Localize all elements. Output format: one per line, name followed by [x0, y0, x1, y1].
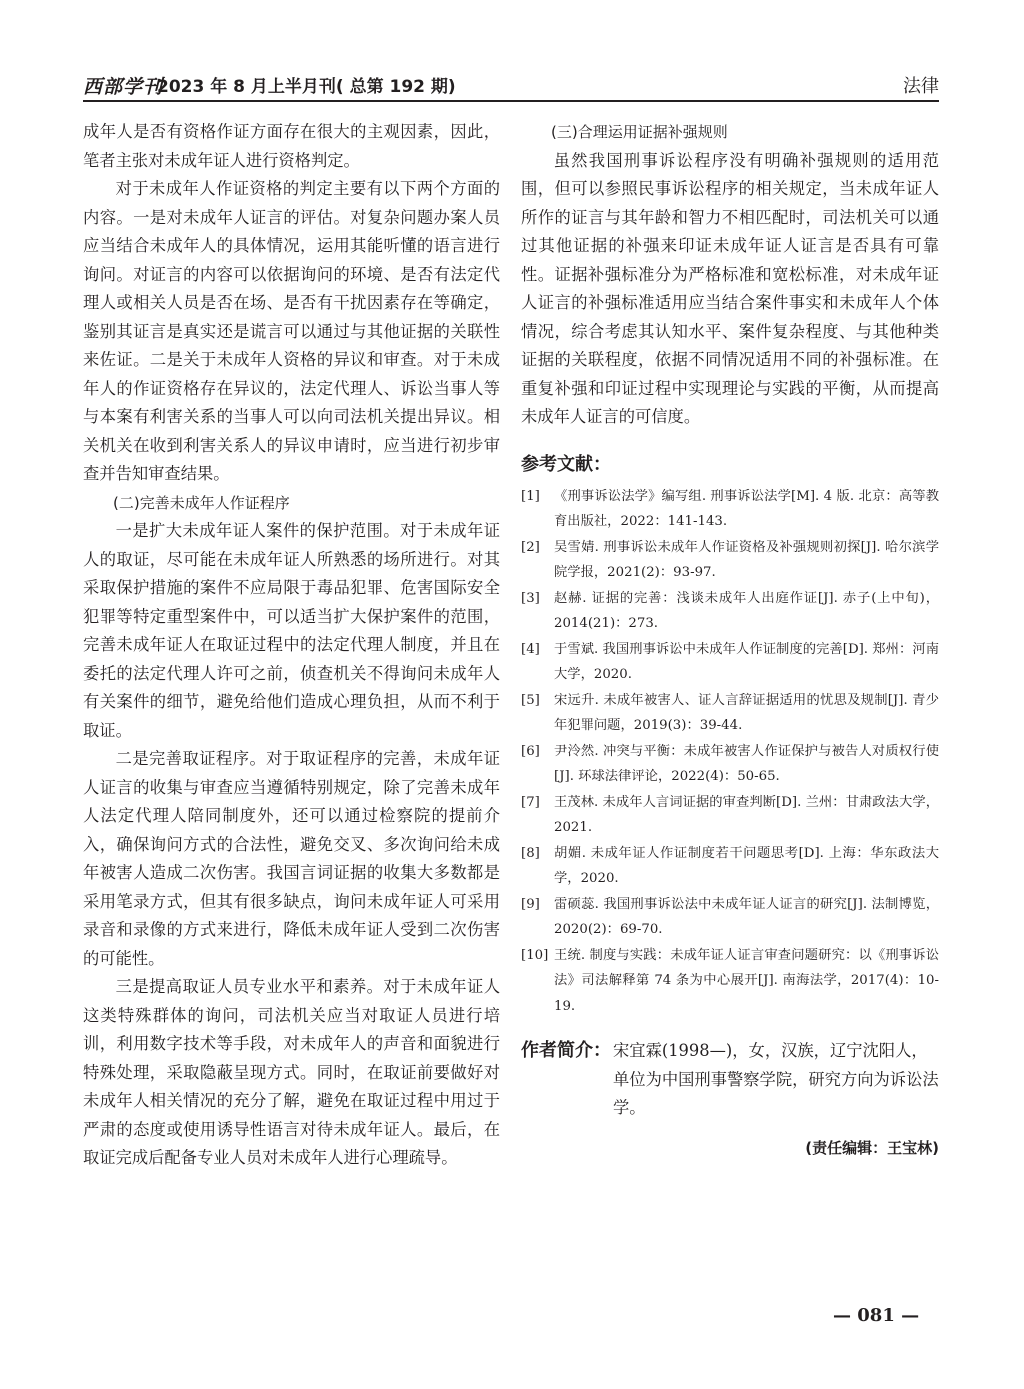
reference-text: 宋远升. 未成年被害人、证人言辞证据适用的忧思及规制[J]. 青少年犯罪问题，2019(3)：39-44. — [554, 692, 939, 733]
reference-text: 于雪斌. 我国刑事诉讼中未成年人作证制度的完善[D]. 郑州：河南大学，2020. — [554, 641, 939, 682]
reference-item — [521, 637, 939, 688]
reference-text: 王统. 制度与实践：未成年证人证言审查问题研究：以《刑事诉讼法》司法解释第 74 条为中心展开[J]. 南海法学，2017(4)：10-19. — [554, 947, 939, 1014]
reference-number: [5] — [521, 692, 540, 708]
reference-number: [1] — [521, 488, 540, 504]
reference-number: [4] — [521, 641, 540, 657]
journal-logo: 西部学刊 — [83, 76, 164, 98]
reference-number: [10] — [521, 947, 549, 963]
reference-item — [521, 739, 939, 790]
reference-number: [2] — [521, 539, 540, 555]
reference-item — [521, 484, 939, 535]
reference-number: [9] — [521, 896, 540, 912]
reference-item — [521, 688, 939, 739]
reference-text: 《刑事诉讼法学》编写组. 刑事诉讼法学[M]. 4 版. 北京：高等教育出版社，2022：141-143. — [554, 488, 939, 529]
reference-number: [6] — [521, 743, 540, 759]
paragraph: 成年人是否有资格作证方面存在很大的主观因素，因此，笔者主张对未成年证人进行资格判定。 — [83, 122, 500, 170]
reference-item — [521, 790, 939, 841]
issue-info: 2023 年 8 月上半月刊( 总第 192 期) — [157, 77, 456, 97]
reference-text: 吴雪婧. 刑事诉讼未成年人作证资格及补强规则初探[J]. 哈尔滨学院学报，2021(2)：93-97. — [554, 539, 939, 580]
paragraph: 虽然我国刑事诉讼程序没有明确补强规则的适用范围，但可以参照民事诉讼程序的相关规定，当未成年证人所作的证言与其年龄和智力不相匹配时，司法机关可以通过其他证据的补强来印证未成年证人证言是否具有可靠性。证据补强标准分为严格标准和宽松标准，对未成年证人证言的补强标准适用应当结合案件事实和未成年人个体情况，综合考虑其认知水平、案件复杂程度、与其他种类证据的关联程度，依据不同情况适用不同的补强标准。在重复补强和印证过程中实现理论与实践的平衡，从而提高未成年人证言的可信度。 — [521, 150, 939, 426]
section-heading: (二)完善未成年人作证程序 — [113, 493, 290, 512]
running-header — [83, 70, 939, 100]
reference-item — [521, 841, 939, 892]
author-bio-label: 作者简介： — [521, 1040, 611, 1061]
reference-number: [7] — [521, 794, 540, 810]
references-title: 参考文献： — [521, 453, 611, 475]
section-heading: (三)合理运用证据补强规则 — [551, 123, 728, 141]
reference-text: 雷硕蕊. 我国刑事诉讼法中未成年证人证言的研究[J]. 法制博览，2020(2)：69-70. — [554, 896, 939, 937]
reference-item — [521, 892, 939, 943]
reference-text: 王茂林. 未成年人言词证据的审查判断[D]. 兰州：甘肃政法大学，2021. — [554, 794, 939, 835]
reference-number: [3] — [521, 590, 540, 606]
paragraph: 对于未成年人作证资格的判定主要有以下两个方面的内容。一是对未成年人证言的评估。对复杂问题办案人员应当结合未成年人的具体情况，运用其能听懂的语言进行询问。对证言的内容可以依据询问的环境、是否有法定代理人或相关人员是否在场、是否有干扰因素存在等确定，鉴别其证言是真实还是谎言可以通过与其他证据的关联性来佐证。二是关于未成年人资格的异议和审查。对于未成年人的作证资格存在异议的，法定代理人、诉讼当事人等与本案有利害关系的当事人可以向司法机关提出异议。相关机关在收到利害关系人的异议申请时，应当进行初步审查并告知审查结果。 — [83, 179, 500, 483]
header-rule — [83, 100, 939, 102]
right-column — [521, 118, 939, 1158]
reference-item — [521, 535, 939, 586]
page-number: — 081 — — [833, 1305, 920, 1326]
reference-number: [8] — [521, 845, 540, 861]
paragraph: 二是完善取证程序。对于取证程序的完善，未成年证人证言的收集与审查应当遵循特别规定，除了完善未成年人法定代理人陪同制度外，还可以通过检察院的提前介入，确保询问方式的合法性，避免交叉、多次询问给未成年被害人造成二次伤害。我国言词证据的收集大多数都是采用笔录方式，但其有很多缺点，询问未成年证人可采用录音和录像的方式来进行，降低未成年证人受到二次伤害的可能性。 — [83, 749, 500, 968]
author-bio — [521, 1037, 939, 1123]
left-column — [83, 118, 500, 1173]
author-bio-text: 宋宜霖(1998—)，女，汉族，辽宁沈阳人，单位为中国刑事警察学院，研究方向为诉讼法学。 — [613, 1041, 939, 1117]
reference-item — [521, 943, 939, 1020]
paragraph: 一是扩大未成年证人案件的保护范围。对于未成年证人的取证，尽可能在未成年证人所熟悉的场所进行。对其采取保护措施的案件不应局限于毒品犯罪、危害国际安全犯罪等特定重型案件中，可以适当扩大保护案件的范围，完善未成年证人在取证过程中的法定代理人制度，并且在委托的法定代理人许可之前，侦查机关不得询问未成年人有关案件的细节，避免给他们造成心理负担，从而不利于取证。 — [83, 521, 500, 740]
paragraph: 三是提高取证人员专业水平和素养。对于未成年证人这类特殊群体的询问，司法机关应当对取证人员进行培训，利用数字技术等手段，对未成年人的声音和面貌进行特殊处理，采取隐蔽呈现方式。同时，在取证前要做好对未成年人相关情况的充分了解，避免在取证过程中用过于严肃的态度或使用诱导性语言对待未成年证人。最后，在取证完成后配备专业人员对未成年人进行心理疏导。 — [83, 977, 500, 1167]
reference-item — [521, 586, 939, 637]
section-label: 法律 — [903, 76, 939, 97]
reference-list — [521, 484, 939, 1020]
reference-text: 赵赫. 证据的完善：浅谈未成年人出庭作证[J]. 赤子(上中旬)，2014(21)：273. — [554, 590, 939, 631]
reference-text: 尹泠然. 冲突与平衡：未成年被害人作证保护与被告人对质权行使[J]. 环球法律评论，2022(4)：50-65. — [554, 743, 939, 784]
responsible-editor: (责任编辑：王宝林) — [805, 1138, 939, 1157]
reference-text: 胡媚. 未成年证人作证制度若干问题思考[D]. 上海：华东政法大学，2020. — [554, 845, 939, 886]
